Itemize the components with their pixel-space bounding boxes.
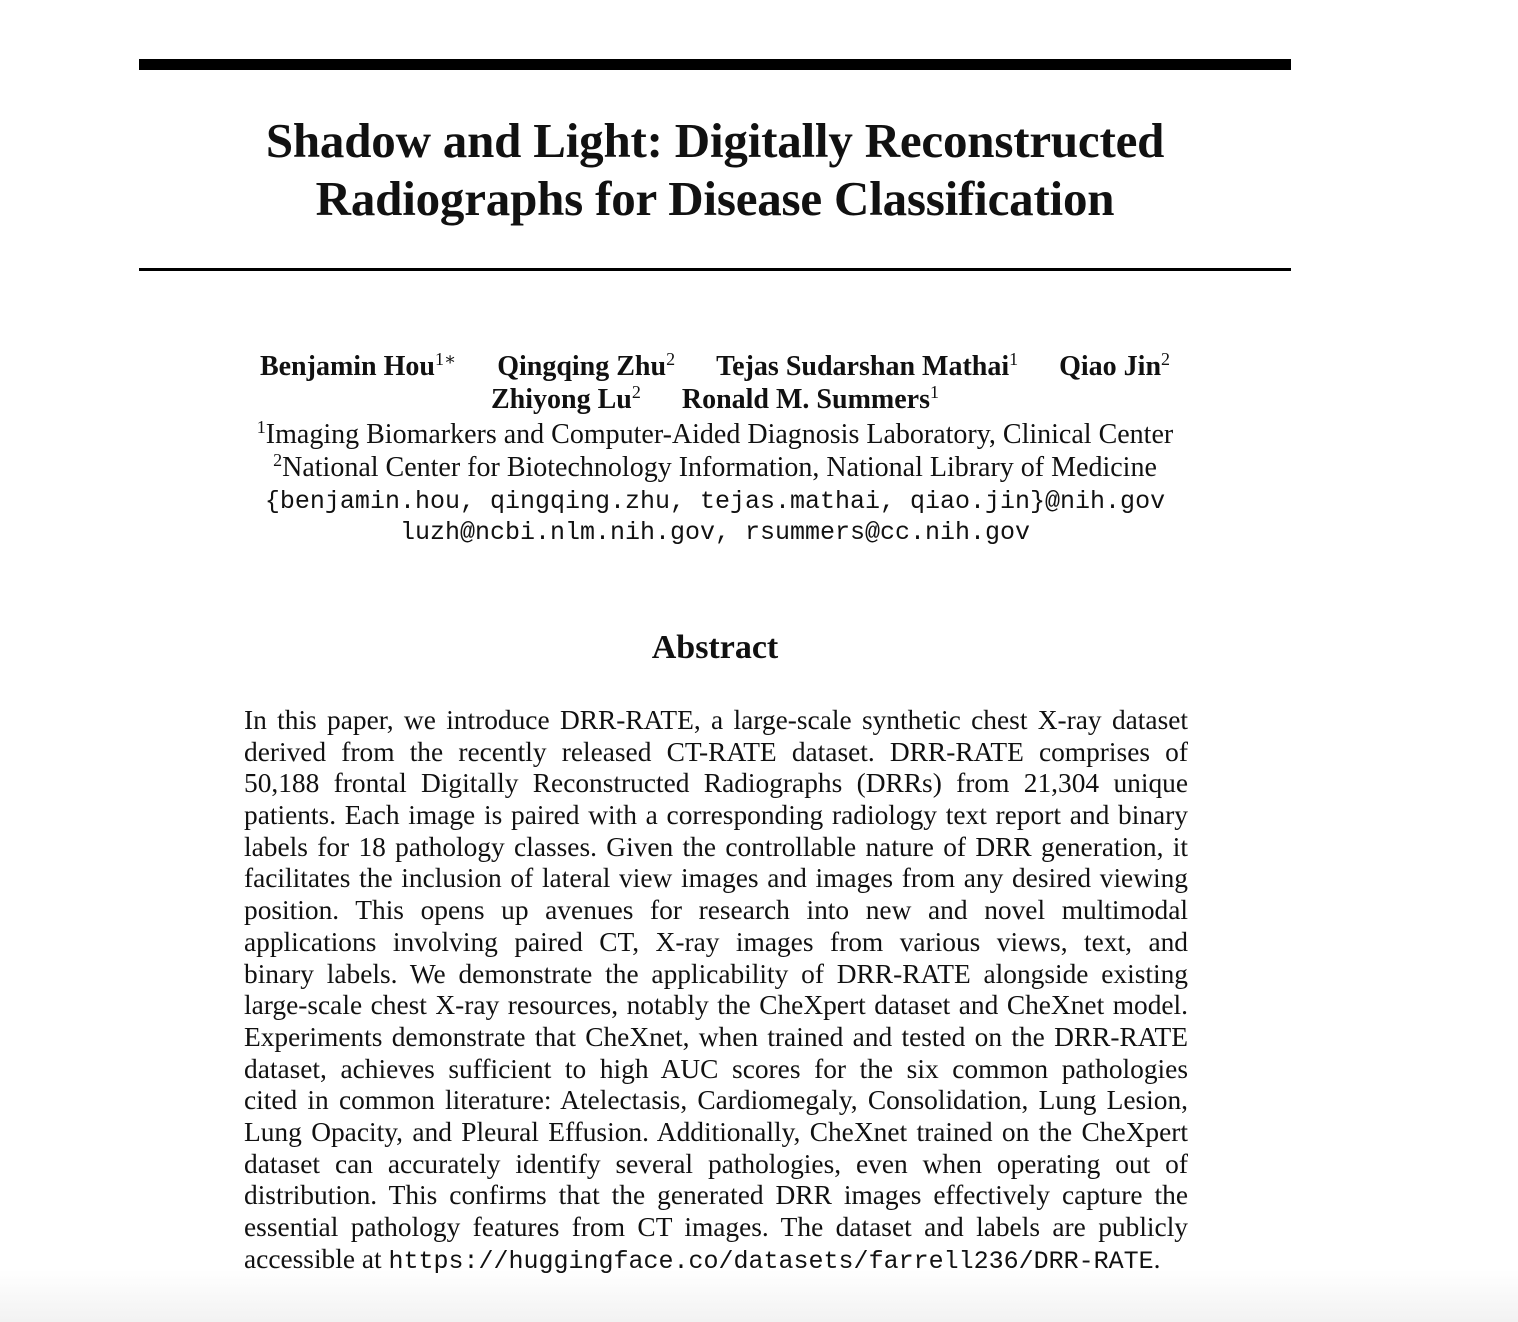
abstract-line: facilitates the inclusion of lateral view images and images from any desired viewing — [244, 863, 1188, 894]
author — [260, 350, 456, 383]
email-line: luzh@ncbi.nlm.nih.gov, rsummers@cc.nih.gov — [399, 518, 1031, 547]
title-bottom-rule — [139, 268, 1291, 271]
abstract-line: position. This opens up avenues for research into new and novel multimodal — [244, 895, 1188, 926]
author-name: Tejas Sudarshan Mathai — [716, 351, 1010, 382]
affiliation-text: National Center for Biotechnology Information, National Library of Medicine — [282, 452, 1157, 483]
abstract-line: Experiments demonstrate that CheXnet, when trained and tested on the DRR-RATE — [244, 1021, 1188, 1052]
title-top-rule — [139, 59, 1291, 70]
author-affiliation-mark: 2 — [631, 382, 641, 402]
author-affiliation-mark: 2 — [1161, 349, 1171, 369]
affiliation-text: Imaging Biomarkers and Computer-Aided Diagnosis Laboratory, Clinical Center — [265, 419, 1174, 450]
abstract-line: cited in common literature: Atelectasis, Cardiomegaly, Consolidation, Lung Lesion, — [244, 1085, 1188, 1116]
author-name: Ronald M. Summers — [681, 384, 930, 415]
abstract-line: dataset, achieves sufficient to high AUC scores for the six common pathologies — [244, 1053, 1188, 1084]
title-line: Radiographs for Disease Classification — [315, 171, 1115, 226]
author — [682, 383, 939, 416]
author — [497, 350, 675, 383]
author-affiliation-mark: 1 — [1009, 349, 1019, 369]
abstract-line: 50,188 frontal Digitally Reconstructed Radiographs (DRRs) from 21,304 unique — [244, 768, 1188, 799]
abstract-line — [244, 1244, 1188, 1276]
affiliation-mark: 1 — [256, 417, 266, 437]
affiliation-list — [139, 418, 1291, 484]
author-name: Benjamin Hou — [259, 351, 435, 382]
author-name: Qiao Jin — [1059, 351, 1162, 382]
affiliation — [139, 451, 1291, 484]
dataset-url-link[interactable]: https://huggingface.co/datasets/farrell236/DRR-RATE — [388, 1246, 1154, 1276]
email-list — [139, 486, 1291, 548]
affiliation — [139, 418, 1291, 451]
author — [716, 350, 1018, 383]
author-affiliation-mark: 2 — [666, 349, 676, 369]
abstract-line: applications involving paired CT, X-ray images from various views, text, and — [244, 926, 1188, 957]
author-row — [139, 383, 1291, 416]
abstract-body — [244, 705, 1188, 1275]
abstract-line: distribution. This confirms that the generated DRR images effectively capture the — [244, 1180, 1188, 1211]
abstract-line: In this paper, we introduce DRR-RATE, a large-scale synthetic chest X-ray dataset — [244, 705, 1188, 735]
abstract-text: accessible at — [244, 1243, 389, 1274]
author-name: Zhiyong Lu — [491, 384, 632, 415]
author — [491, 383, 641, 416]
abstract-line: large-scale chest X-ray resources, notably the CheXpert dataset and CheXnet model. — [244, 990, 1188, 1021]
email-line: {benjamin.hou, qingqing.zhu, tejas.mathai, qiao.jin}@nih.gov — [264, 487, 1166, 516]
abstract-heading: Abstract — [651, 629, 779, 666]
title-line: Shadow and Light: Digitally Reconstructed — [265, 113, 1165, 168]
author-affiliation-mark: 1∗ — [434, 349, 457, 369]
paper-title — [139, 112, 1291, 228]
abstract-line: dataset can accurately identify several pathologies, even when operating out of — [244, 1148, 1188, 1179]
abstract-line: patients. Each image is paired with a corresponding radiology text report and binary — [244, 800, 1188, 831]
abstract-text: . — [1153, 1243, 1161, 1274]
abstract-line: labels for 18 pathology classes. Given the controllable nature of DRR generation, it — [244, 831, 1188, 862]
author-row — [139, 350, 1291, 383]
abstract-line: derived from the recently released CT-RATE dataset. DRR-RATE comprises of — [244, 736, 1188, 767]
abstract-line: Lung Opacity, and Pleural Effusion. Additionally, CheXnet trained on the CheXpert — [244, 1116, 1188, 1147]
author-list — [139, 350, 1291, 416]
author — [1059, 350, 1170, 383]
author-name: Qingqing Zhu — [497, 351, 667, 382]
author-affiliation-mark: 1 — [929, 382, 939, 402]
abstract-line: binary labels. We demonstrate the applicability of DRR-RATE alongside existing — [244, 958, 1188, 989]
affiliation-mark: 2 — [273, 450, 283, 470]
abstract-line: essential pathology features from CT images. The dataset and labels are publicly — [244, 1212, 1188, 1242]
